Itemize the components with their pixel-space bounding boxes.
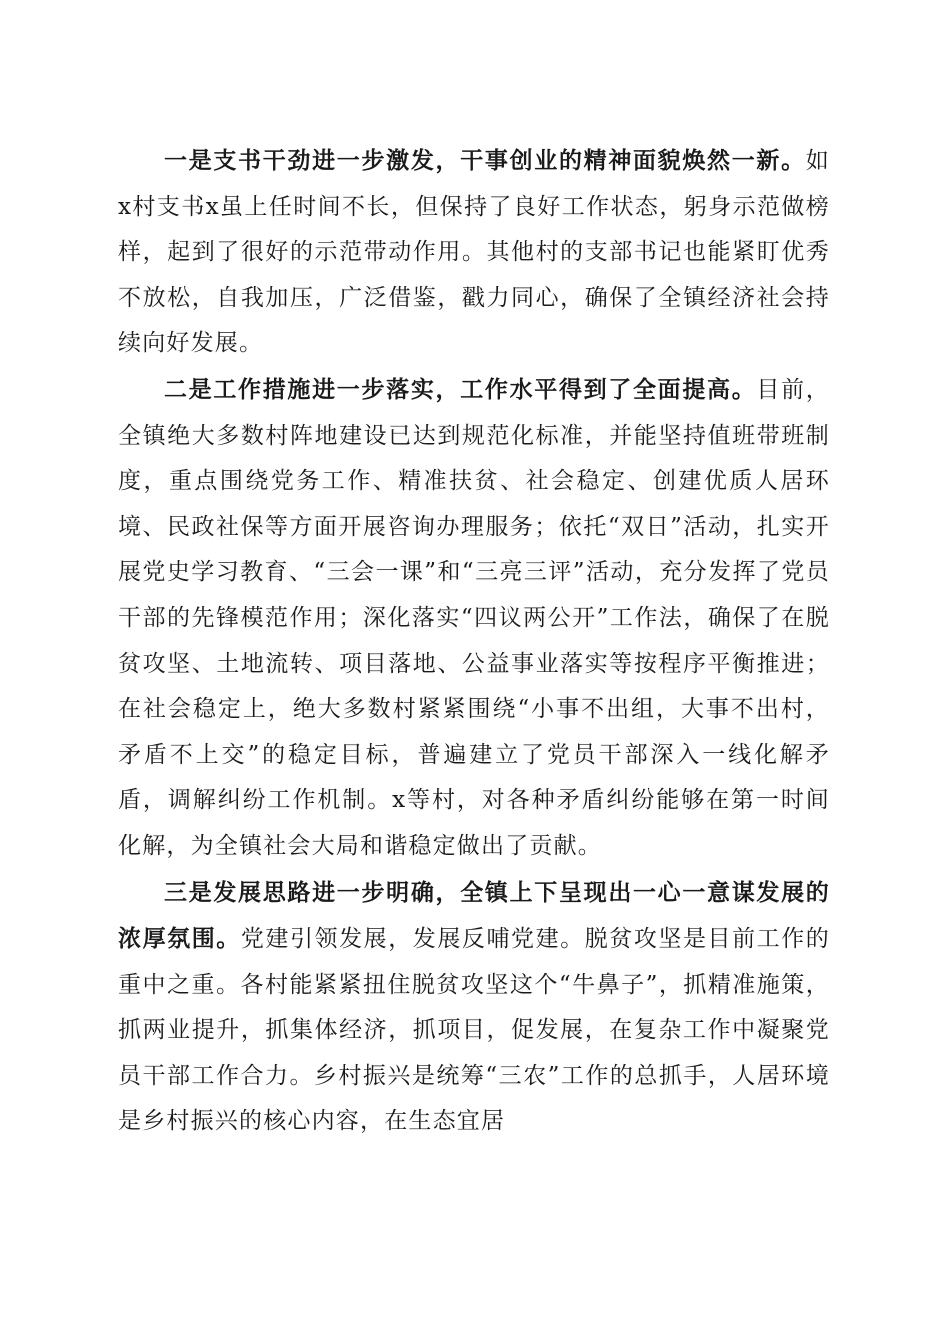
- paragraph-body: 目前，全镇绝大多数村阵地建设已达到规范化标准，并能坚持值班带班制度，重点围绕党务工作、精准扶贫、社会稳定、创建优质人居环境、民政社保等方面开展咨询办理服务；依托“双日”活动，扎实开展党史学习教育、“三会一课”和“三亮三评”活动，充分发挥了党员干部的先锋模范作用；深化落实“四议两公开”工作法，确保了在脱贫攻坚、土地流转、项目落地、公益事业落实等按程序平衡推进；在社会稳定上，绝大多数村紧紧围绕“小事不出组，大事不出村，矛盾不上交”的稳定目标，普遍建立了党员干部深入一线化解矛盾，调解纠纷工作机制。x等村，对各种矛盾纠纷能够在第一时间化解，为全镇社会大局和谐稳定做出了贡献。: [118, 376, 830, 859]
- paragraph-lead: 一是支书干劲进一步激发，干事创业的精神面貌焕然一新。: [164, 147, 806, 174]
- paragraph-body: 如x村支书x虽上任时间不长，但保持了良好工作状态，躬身示范做榜样，起到了很好的示范带动作用。其他村的支部书记也能紧盯优秀不放松，自我加压，广泛借鉴，戳力同心，确保了全镇经济社会持续向好发展。: [118, 148, 830, 357]
- paragraph-branch-secretaries: [118, 138, 830, 367]
- document-page: [118, 138, 830, 1145]
- paragraph-body: 党建引领发展，发展反哺党建。脱贫攻坚是目前工作的重中之重。各村能紧紧扭住脱贫攻坚这个“牛鼻子”，抓精准施策，抓两业提升，抓集体经济，抓项目，促发展，在复杂工作中凝聚党员干部工作合力。乡村振兴是统筹“三农”工作的总抓手，人居环境是乡村振兴的核心内容，在生态宜居: [118, 926, 830, 1135]
- paragraph-work-measures: [118, 367, 830, 870]
- paragraph-lead: 二是工作措施进一步落实，工作水平得到了全面提高。: [164, 375, 757, 403]
- paragraph-development-ideas: [118, 870, 830, 1146]
- paragraph-lead: 三是发展思路进一步明确，全镇上下呈现出一心一意谋发展的浓厚氛围。: [118, 878, 830, 953]
